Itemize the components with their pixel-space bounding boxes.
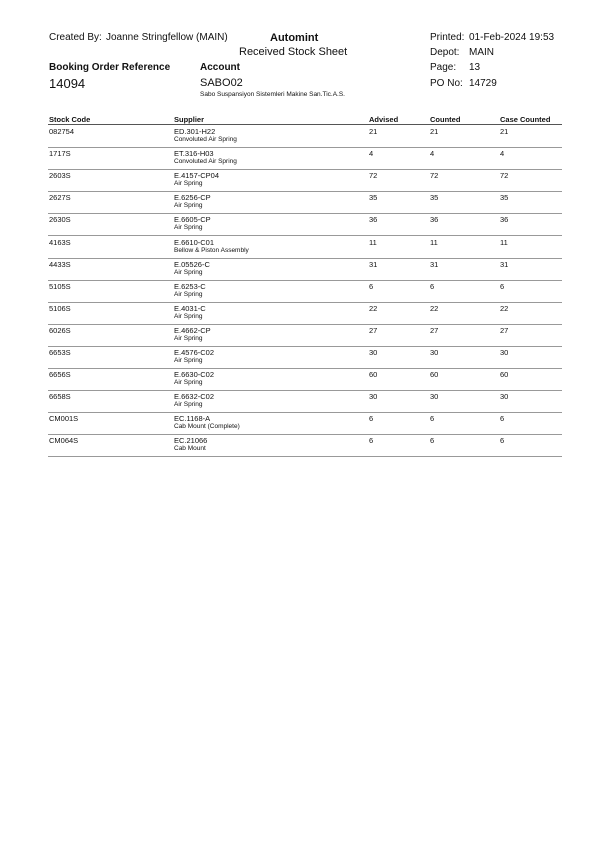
- counted-cell: 72: [430, 171, 439, 181]
- item-description-cell: Air Spring: [174, 202, 203, 210]
- case-counted-cell: 22: [500, 303, 509, 313]
- counted-cell: 6: [430, 281, 435, 291]
- printed-value: 01-Feb-2024 19:53: [469, 32, 555, 43]
- po-number-value: 14729: [469, 78, 497, 89]
- item-description-cell: Air Spring: [174, 401, 203, 409]
- account-name: Sabo Suspansiyon Sistemleri Makine San.Tic.A.S.: [200, 91, 345, 98]
- created-by-label: Created By:: [49, 32, 102, 43]
- supplier-code-cell: E.6630-C02: [174, 370, 215, 380]
- stock-code-cell: 2630S: [49, 215, 71, 225]
- table-row: [0, 436, 595, 458]
- table-row: [0, 193, 595, 215]
- row-divider: [48, 280, 562, 281]
- counted-cell: 60: [430, 370, 439, 380]
- counted-cell: 30: [430, 392, 439, 402]
- case-counted-cell: 4: [500, 149, 505, 159]
- row-divider: [48, 235, 562, 236]
- advised-cell: 6: [369, 414, 374, 424]
- advised-cell: 4: [369, 149, 374, 159]
- supplier-code-cell: E.4576-C02: [174, 348, 215, 357]
- stock-code-cell: 5106S: [49, 303, 71, 313]
- advised-cell: 6: [369, 281, 374, 291]
- company-name: Automint: [270, 32, 319, 44]
- item-description-cell: Air Spring: [174, 290, 203, 298]
- case-counted-cell: 6: [500, 281, 505, 291]
- case-counted-cell: 72: [500, 171, 509, 181]
- page-number-label: Page:: [430, 62, 457, 73]
- supplier-code-cell: E.4662-CP: [174, 325, 211, 335]
- table-row: [0, 171, 595, 193]
- advised-cell: 30: [369, 348, 378, 357]
- item-description-cell: Cab Mount (Complete): [174, 423, 240, 431]
- table-row: [0, 282, 595, 304]
- counted-cell: 6: [430, 414, 435, 424]
- counted-cell: 11: [430, 237, 438, 247]
- stock-code-cell: 6658S: [49, 392, 71, 402]
- header-divider: [48, 124, 562, 125]
- booking-reference-label: Booking Order Reference: [49, 62, 171, 73]
- row-divider: [48, 147, 562, 148]
- table-row: [0, 127, 595, 149]
- counted-cell: 22: [430, 303, 439, 313]
- counted-cell: 36: [430, 215, 439, 225]
- row-divider: [48, 434, 562, 435]
- table-row: [0, 215, 595, 237]
- advised-cell: 11: [369, 237, 377, 247]
- item-description-cell: Air Spring: [174, 180, 203, 188]
- account-code: SABO02: [200, 77, 243, 89]
- case-counted-cell: 11: [500, 237, 508, 247]
- column-header-counted: Counted: [430, 115, 461, 124]
- supplier-code-cell: EC.1168-A: [174, 414, 211, 424]
- counted-cell: 35: [430, 193, 439, 203]
- row-divider: [48, 456, 562, 457]
- counted-cell: 4: [430, 149, 435, 159]
- supplier-code-cell: E.05526-C: [174, 259, 210, 269]
- supplier-code-cell: E.4031-C: [174, 303, 206, 313]
- column-header-advised: Advised: [369, 115, 399, 124]
- supplier-code-cell: E.6256-CP: [174, 193, 211, 203]
- supplier-code-cell: ED.301-H22: [174, 127, 216, 136]
- advised-cell: 31: [369, 259, 378, 269]
- column-header-stock-code: Stock Code: [49, 115, 91, 124]
- case-counted-cell: 30: [500, 348, 509, 357]
- case-counted-cell: 60: [500, 370, 509, 380]
- item-description-cell: Convoluted Air Spring: [174, 136, 237, 143]
- advised-cell: 60: [369, 370, 378, 380]
- stock-code-cell: 4163S: [49, 237, 71, 247]
- stock-code-cell: 1717S: [49, 149, 71, 159]
- counted-cell: 6: [430, 436, 435, 446]
- stock-code-cell: CM064S: [49, 436, 79, 446]
- table-row: [0, 304, 595, 326]
- case-counted-cell: 6: [500, 414, 505, 424]
- row-divider: [48, 258, 562, 259]
- supplier-code-cell: E.6253-C: [174, 281, 206, 291]
- supplier-code-cell: E.4157-CP04: [174, 171, 220, 181]
- supplier-code-cell: E.6605-CP: [174, 215, 211, 225]
- supplier-code-cell: E.6632-C02: [174, 392, 215, 402]
- advised-cell: 30: [369, 392, 378, 402]
- row-divider: [48, 368, 562, 369]
- depot-label: Depot:: [430, 47, 460, 58]
- supplier-code-cell: E.6610-C01: [174, 237, 215, 247]
- case-counted-cell: 36: [500, 215, 509, 225]
- case-counted-cell: 21: [500, 127, 509, 136]
- po-number-label: PO No:: [430, 78, 463, 89]
- advised-cell: 6: [369, 436, 374, 446]
- advised-cell: 27: [369, 325, 378, 335]
- table-row: [0, 392, 595, 414]
- counted-cell: 30: [430, 348, 439, 357]
- case-counted-cell: 30: [500, 392, 509, 402]
- stock-code-cell: 6026S: [49, 325, 71, 335]
- created-by-value: Joanne Stringfellow (MAIN): [106, 32, 228, 43]
- page-number-value: 13: [469, 62, 481, 73]
- case-counted-cell: 35: [500, 193, 509, 203]
- row-divider: [48, 191, 562, 192]
- column-header-case-counted: Case Counted: [500, 115, 551, 124]
- stock-code-cell: 6653S: [49, 348, 71, 357]
- account-label: Account: [200, 62, 240, 73]
- advised-cell: 22: [369, 303, 378, 313]
- item-description-cell: Air Spring: [174, 334, 203, 342]
- stock-code-cell: 2603S: [49, 171, 71, 181]
- table-row: [0, 149, 595, 171]
- supplier-code-cell: EC.21066: [174, 436, 208, 446]
- row-divider: [48, 324, 562, 325]
- item-description-cell: Convoluted Air Spring: [174, 158, 237, 166]
- advised-cell: 72: [369, 171, 378, 181]
- row-divider: [48, 346, 562, 347]
- advised-cell: 35: [369, 193, 378, 203]
- stock-code-cell: CM001S: [49, 414, 79, 424]
- row-divider: [48, 390, 562, 391]
- depot-value: MAIN: [469, 47, 494, 58]
- column-header-supplier: Supplier: [174, 115, 205, 124]
- row-divider: [48, 412, 562, 413]
- stock-code-cell: 4433S: [49, 259, 71, 269]
- stock-code-cell: 6656S: [49, 370, 71, 380]
- stock-code-cell: 082754: [49, 127, 75, 136]
- item-description-cell: Air Spring: [174, 268, 203, 276]
- advised-cell: 21: [369, 127, 378, 136]
- item-description-cell: Air Spring: [174, 224, 203, 232]
- stock-code-cell: 5105S: [49, 281, 71, 291]
- item-description-cell: Cab Mount: [174, 445, 206, 453]
- case-counted-cell: 27: [500, 325, 509, 335]
- item-description-cell: Air Spring: [174, 379, 203, 387]
- table-row: [0, 414, 595, 436]
- advised-cell: 36: [369, 215, 378, 225]
- table-row: [0, 260, 595, 282]
- counted-cell: 27: [430, 325, 439, 335]
- supplier-code-cell: ET.316-H03: [174, 149, 214, 159]
- row-divider: [48, 213, 562, 214]
- item-description-cell: Air Spring: [174, 357, 203, 364]
- table-row: [0, 238, 595, 260]
- booking-reference-value: 14094: [49, 76, 86, 91]
- counted-cell: 21: [430, 127, 439, 136]
- table-row: [0, 326, 595, 348]
- item-description-cell: Air Spring: [174, 312, 203, 320]
- counted-cell: 31: [430, 259, 439, 269]
- stock-code-cell: 2627S: [49, 193, 71, 203]
- case-counted-cell: 31: [500, 259, 509, 269]
- row-divider: [48, 302, 562, 303]
- table-row: [0, 370, 595, 392]
- row-divider: [48, 169, 562, 170]
- case-counted-cell: 6: [500, 436, 505, 446]
- table-row: [0, 348, 595, 370]
- printed-label: Printed:: [430, 32, 465, 43]
- page-title: Received Stock Sheet: [239, 46, 348, 58]
- item-description-cell: Bellow & Piston Assembly: [174, 246, 249, 254]
